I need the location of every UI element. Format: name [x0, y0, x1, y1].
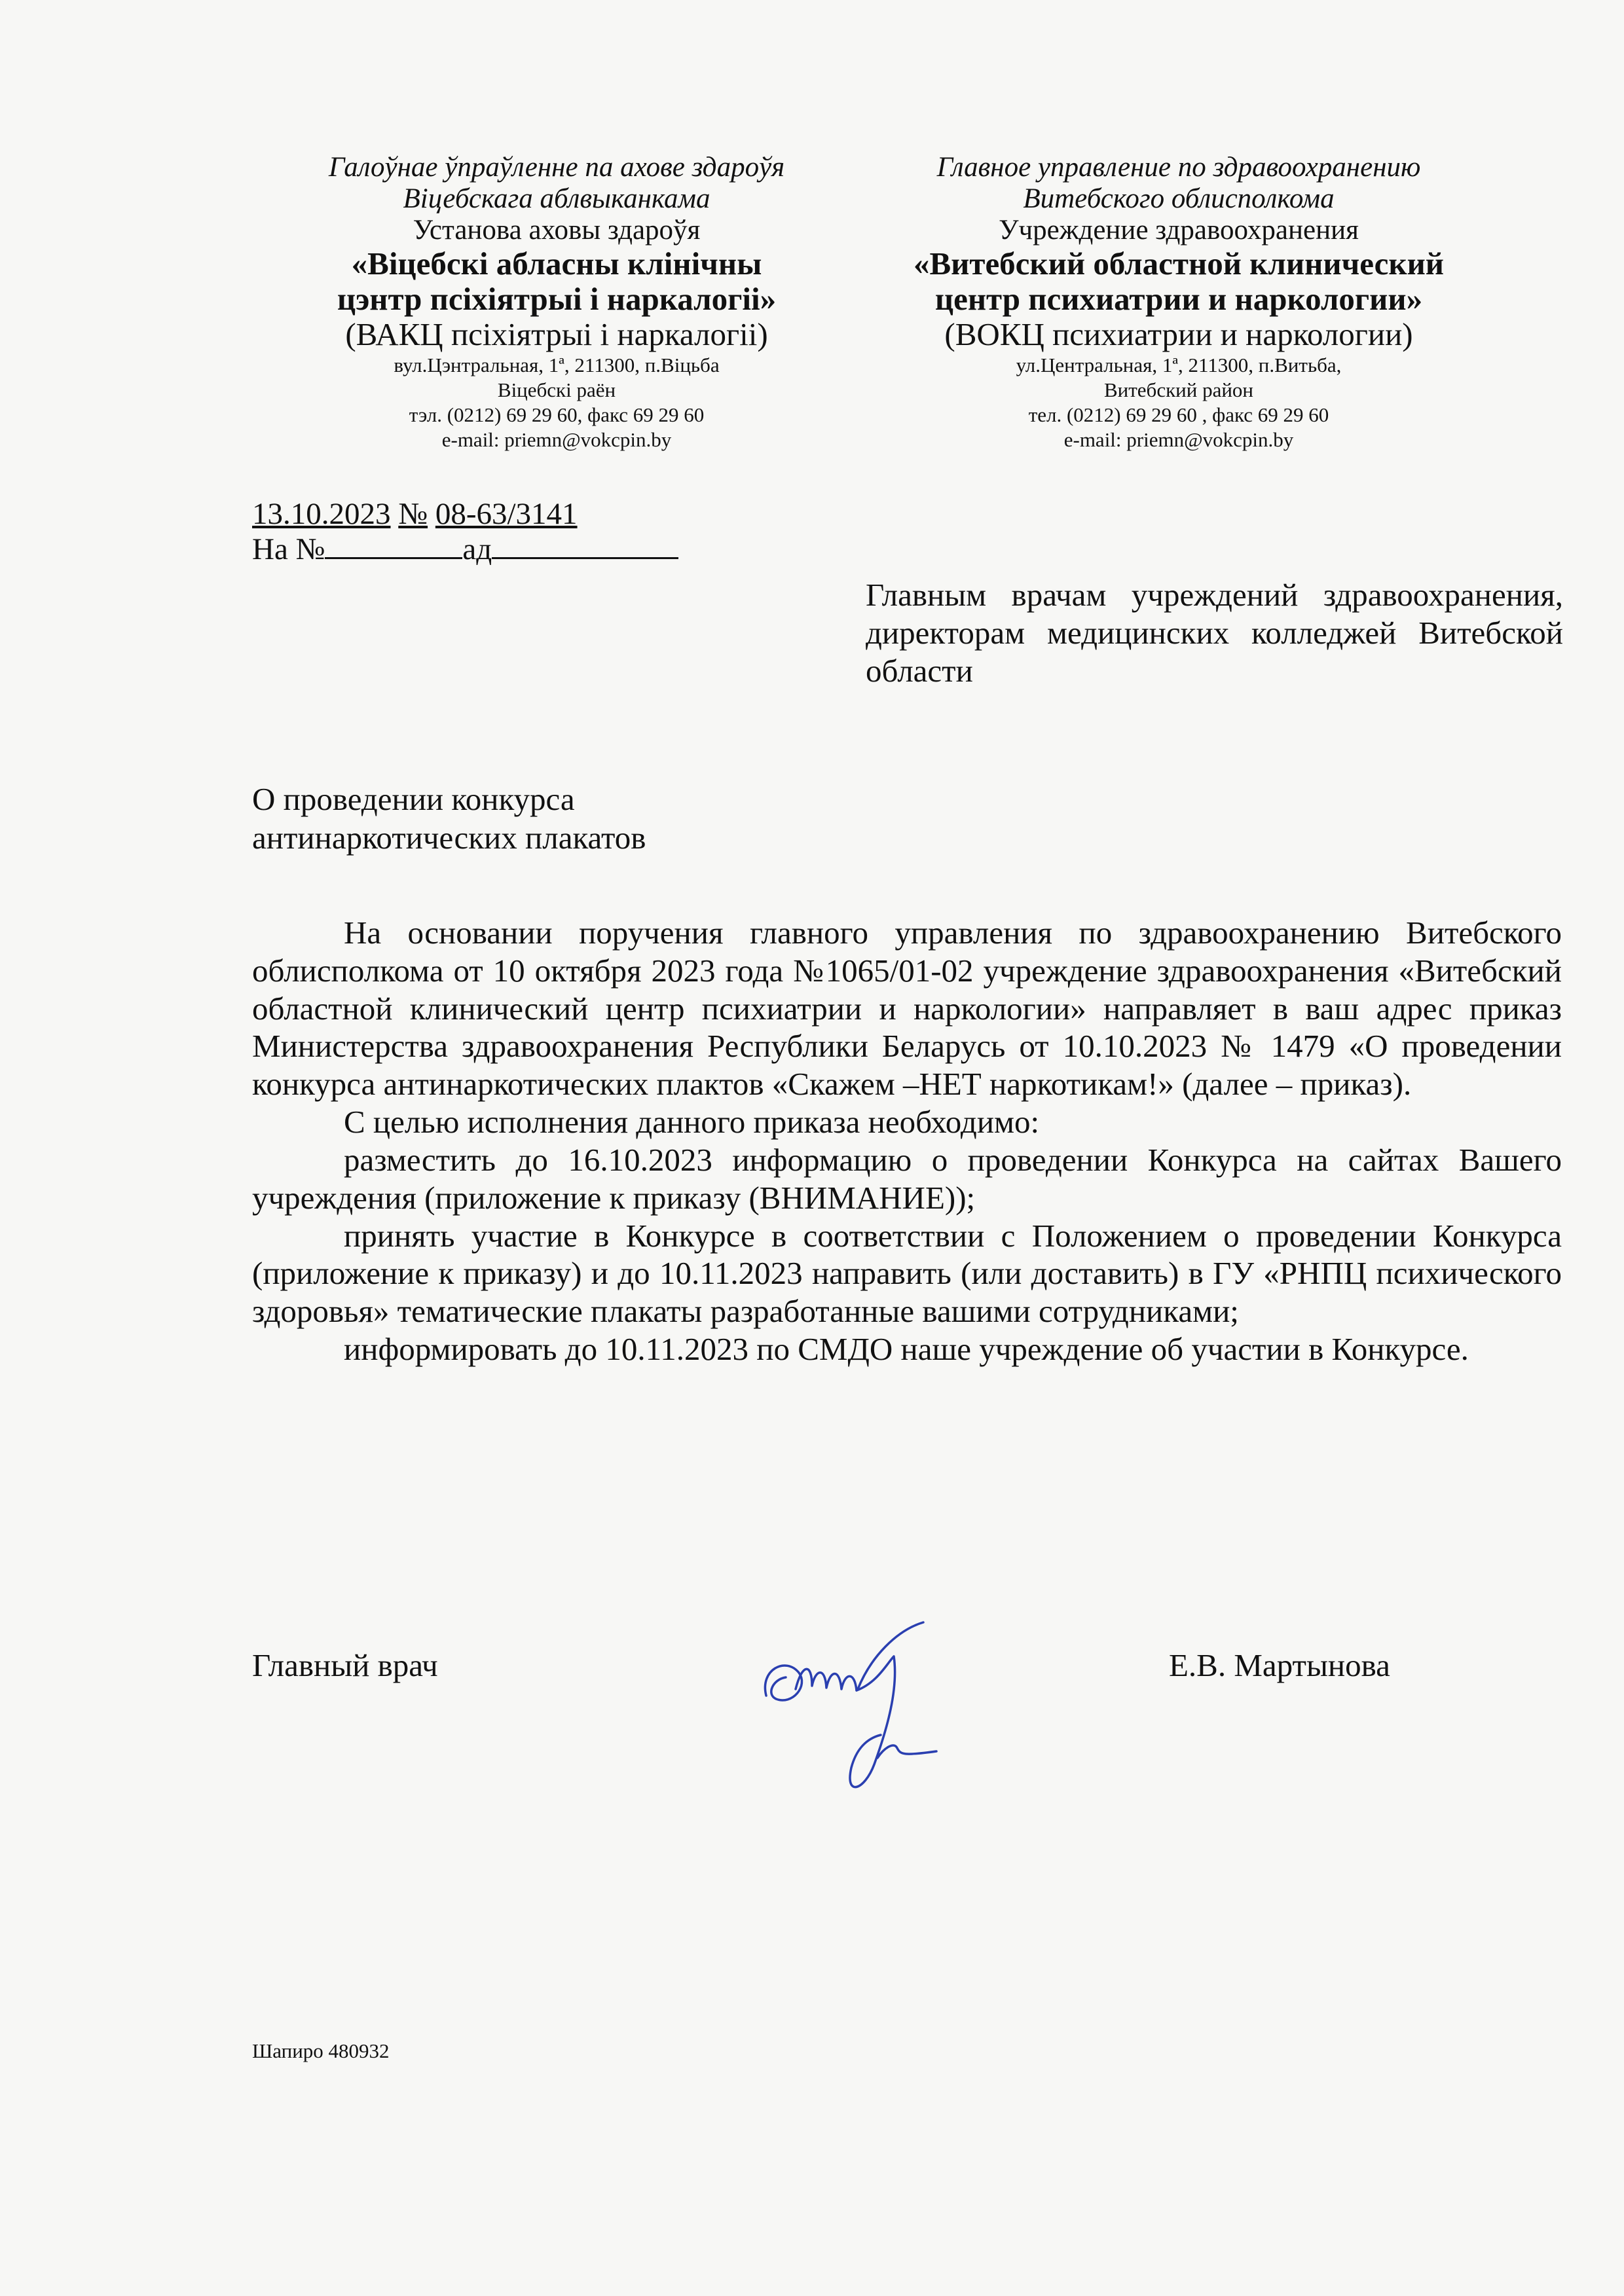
addressee: Главным врачам учреждений здравоохранения, директорам медицинских колледжей Витебской области — [866, 577, 1563, 689]
subject — [252, 780, 646, 858]
body-paragraph: На основании поручения главного управления по здравоохранению Витебского облисполкома от 10 октября 2023 года №1065/01-02 учреждение здравоохранения «Витебский областной клинический центр психиатрии и наркологии» направляет в ваш адрес приказ Министерства здравоохранения Республики Беларусь от 10.10.2023 № 1479 «О проведении конкурса антинаркотических плактов «Скажем –НЕТ наркотикам!» (далее – приказ). — [252, 915, 1562, 1102]
registration-number: 08-63/3141 — [435, 497, 578, 531]
signatory-name: Е.В. Мартынова — [1169, 1647, 1390, 1683]
letterhead-ru — [858, 152, 1500, 452]
letterhead-by-line3: Установа аховы здароўя — [413, 215, 701, 246]
letterhead-by-name1: «Віцебскі абласны клінічны — [351, 246, 762, 282]
letterhead-ru-abbr: (ВОКЦ психиатрии и наркологии) — [944, 316, 1413, 353]
letterhead-by-email: e-mail: priemn@vokcpin.by — [441, 428, 672, 451]
executor-note: Шапиро 480932 — [252, 2039, 390, 2062]
letterhead-by-name2: цэнтр псіхіятрыі і наркалогіі» — [337, 281, 777, 318]
letterhead-by — [236, 152, 877, 452]
letter-body — [252, 914, 1562, 1368]
letterhead-ru-line1: Главное управление по здравоохранению — [936, 152, 1421, 183]
reply-number-blank — [325, 534, 462, 559]
body-paragraph: информировать до 10.11.2023 по СМДО наше учреждение об участии в Конкурсе. — [344, 1330, 1469, 1367]
letterhead-by-address1: вул.Цэнтральная, 1ª, 211300, п.Віцьба — [394, 354, 720, 377]
body-paragraph: принять участие в Конкурсе в соответствии с Положением о проведении Конкурса (приложение к приказу) и до 10.11.2023 направить (или доставить) в ГУ «РНПЦ психического здоровья» тематические плакаты разработанные вашими сотрудниками; — [252, 1217, 1562, 1330]
letterhead-ru-name1: «Витебский областной клинический — [913, 246, 1445, 282]
registration-line — [252, 496, 578, 532]
reply-date-blank — [492, 534, 678, 559]
letterhead-ru-line2: Витебского облисполкома — [1023, 183, 1335, 215]
signature-title: Главный врач — [252, 1647, 438, 1683]
registration-number-label: № — [398, 497, 428, 531]
letterhead-ru-address1: ул.Центральная, 1ª, 211300, п.Витьба, — [1016, 354, 1342, 377]
reply-line — [252, 532, 678, 567]
letterhead-by-line2: Віцебскага аблвыканкама — [403, 183, 710, 215]
letterhead-ru-email: e-mail: priemn@vokcpin.by — [1063, 428, 1294, 451]
registration-date: 13.10.2023 — [252, 497, 391, 531]
reply-from-label: ад — [462, 532, 492, 566]
letterhead-ru-name2: центр психиатрии и наркологии» — [934, 281, 1423, 318]
letterhead-by-address2: Віцебскі раён — [497, 378, 616, 401]
subject-line2: антинаркотических плакатов — [252, 819, 646, 856]
subject-line1: О проведении конкурса — [252, 781, 575, 817]
letterhead-by-line1: Галоўнае ўпраўленне па ахове здароўя — [328, 152, 785, 183]
handwritten-signature — [747, 1617, 995, 1813]
body-paragraph: С целью исполнения данного приказа необходимо: — [344, 1104, 1040, 1140]
letterhead-ru-address2: Витебский район — [1103, 378, 1254, 401]
body-paragraph: разместить до 16.10.2023 информацию о проведении Конкурса на сайтах Вашего учреждения (приложение к приказу (ВНИМАНИЕ)); — [252, 1141, 1562, 1216]
letterhead-by-phone: тэл. (0212) 69 29 60, факс 69 29 60 — [409, 403, 705, 426]
letterhead-ru-phone: тел. (0212) 69 29 60 , факс 69 29 60 — [1028, 403, 1329, 426]
letterhead-ru-line3: Учреждение здравоохранения — [999, 215, 1359, 246]
reply-label: На № — [252, 532, 325, 566]
letterhead-by-abbr: (ВАКЦ псіхіятрыі і наркалогіі) — [345, 316, 768, 353]
